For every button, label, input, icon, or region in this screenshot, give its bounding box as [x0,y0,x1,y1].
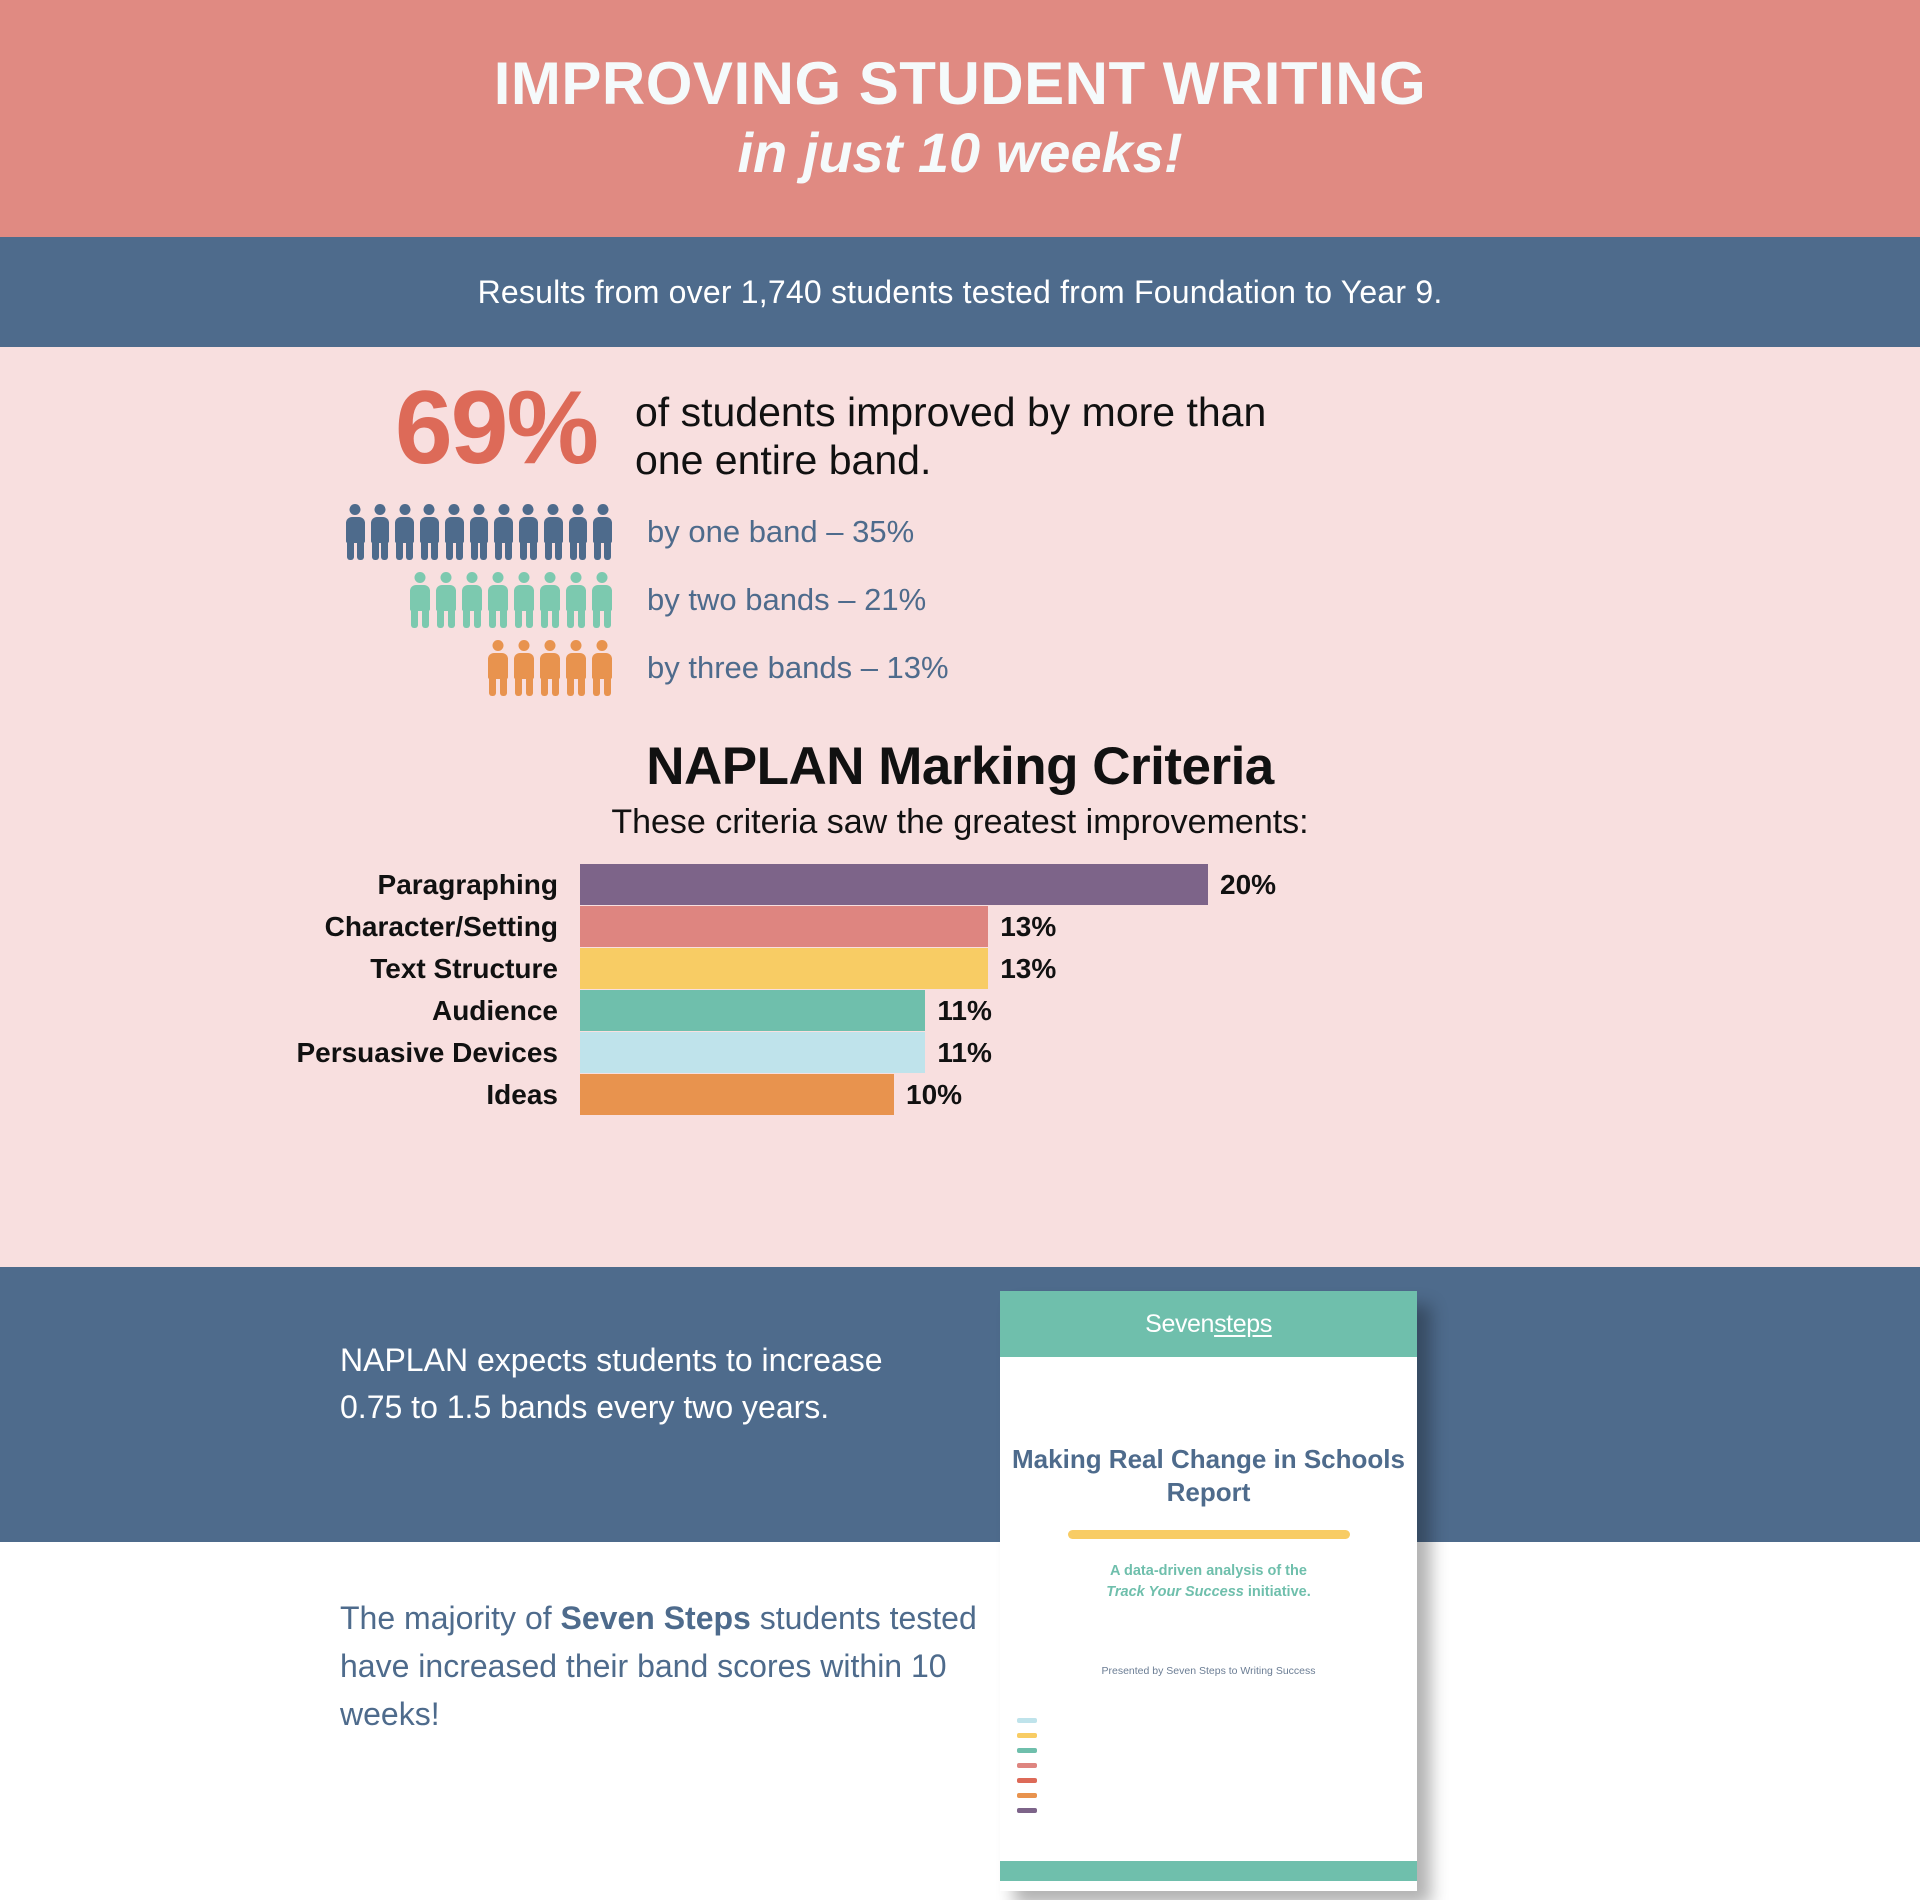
person-icon [591,572,613,628]
report-header [1000,1291,1417,1357]
report-presented-by: Presented by Seven Steps to Writing Success [1101,1665,1316,1678]
chart-row [160,1074,1920,1115]
expectation-text: NAPLAN expects students to increase 0.75 to 1.5 bands every two years. [340,1342,883,1426]
criteria-title: NAPLAN Marking Criteria [646,737,1274,797]
chart-row [160,864,1920,905]
report-desc-end: initiative. [1243,1584,1311,1601]
chart-value-label: 10% [906,1078,963,1110]
report-cover-card [1000,1291,1417,1891]
pictogram-label-two: by two bands – 21% [647,582,927,618]
chart-bar [580,948,988,989]
person-icon [513,640,535,696]
chart-category-label: Audience [431,994,558,1026]
results-banner [0,237,1920,347]
chart-row [160,906,1920,947]
chart-bar [580,1032,925,1073]
report-swatch-strip [1017,1718,1037,1813]
person-icon [487,640,509,696]
report-swatch [1017,1748,1037,1753]
person-icon [394,504,415,560]
person-icon [435,572,457,628]
chart-value-label: 13% [1000,952,1057,984]
report-description [1000,1561,1417,1603]
chart-bar-track [580,1074,962,1115]
person-icon [592,504,613,560]
closing-section [0,1542,1920,1900]
hero-percent: 69% [394,370,597,486]
pictogram-row-one [345,498,1920,566]
pictogram-chart [0,498,1920,702]
closing-text-before: The majority of [340,1600,561,1636]
chart-bar [580,864,1208,905]
report-swatch [1017,1763,1037,1768]
closing-brand: Seven Steps [560,1600,751,1636]
person-icon [469,504,490,560]
chart-bar [580,990,925,1031]
pictogram-row-two [345,566,1920,634]
pictogram-label-three: by three bands – 13% [647,650,949,686]
chart-bar-track [580,990,992,1031]
chart-bar-track [580,948,1056,989]
chart-bar [580,906,988,947]
report-desc-italic: Track Your Success [1106,1584,1244,1601]
person-icon [461,572,483,628]
person-icon [591,640,613,696]
logo-second: steps [1214,1309,1272,1338]
chart-row [160,948,1920,989]
chart-category-label: Paragraphing [377,868,558,900]
chart-category-label: Text Structure [370,952,558,984]
closing-text [340,1594,980,1738]
report-swatch [1017,1778,1037,1783]
person-icon [565,572,587,628]
report-swatch [1017,1718,1037,1723]
chart-bar-track [580,906,1056,947]
person-icon [565,640,587,696]
criteria-bar-chart [0,864,1920,1115]
sevensteps-logo [1145,1310,1272,1339]
person-icon [539,640,561,696]
chart-value-label: 13% [1000,910,1057,942]
report-swatch [1017,1733,1037,1738]
person-icon [409,572,431,628]
person-icon [568,504,589,560]
person-icon [370,504,391,560]
chart-value-label: 20% [1220,868,1277,900]
title-banner [0,0,1920,237]
chart-value-label: 11% [937,994,992,1026]
chart-category-label: Ideas [486,1078,558,1110]
chart-bar [580,1074,894,1115]
chart-category-label: Character/Setting [324,910,558,942]
report-swatch [1017,1808,1037,1813]
chart-bar-track [580,1032,992,1073]
person-icon [345,504,366,560]
report-title: Making Real Change in Schools Report [1012,1444,1405,1507]
pictogram-icons-three [345,640,625,696]
report-footer-bar [1000,1861,1417,1881]
pictogram-icons-two [345,572,625,628]
person-icon [487,572,509,628]
statistics-section [0,347,1920,1267]
logo-first: Seven [1145,1309,1215,1338]
page-title: IMPROVING STUDENT WRITING [493,49,1427,117]
person-icon [543,504,564,560]
criteria-subtitle: These criteria saw the greatest improvements: [611,803,1309,842]
pictogram-icons-one [345,504,625,560]
report-underline-rule [1068,1530,1350,1539]
pictogram-row-three [345,634,1920,702]
pictogram-label-one: by one band – 35% [647,514,915,550]
person-icon [513,572,535,628]
closing-text-after: students tested have increased their band scores within 10 weeks! [340,1600,977,1732]
person-icon [444,504,465,560]
chart-category-label: Persuasive Devices [296,1036,558,1068]
chart-row [160,1032,1920,1073]
chart-value-label: 11% [937,1036,992,1068]
hero-statement: of students improved by more than one entire band. [635,389,1267,483]
hero-stat [0,347,1920,484]
person-icon [419,504,440,560]
person-icon [539,572,561,628]
report-desc-line1: A data-driven analysis of the [1110,1563,1307,1579]
expectation-section [0,1267,1920,1542]
chart-bar-track [580,864,1276,905]
person-icon [493,504,514,560]
chart-row [160,990,1920,1031]
page-subtitle: in just 10 weeks! [737,120,1183,184]
person-icon [518,504,539,560]
results-text: Results from over 1,740 students tested from Foundation to Year 9. [477,273,1443,310]
report-swatch [1017,1793,1037,1798]
